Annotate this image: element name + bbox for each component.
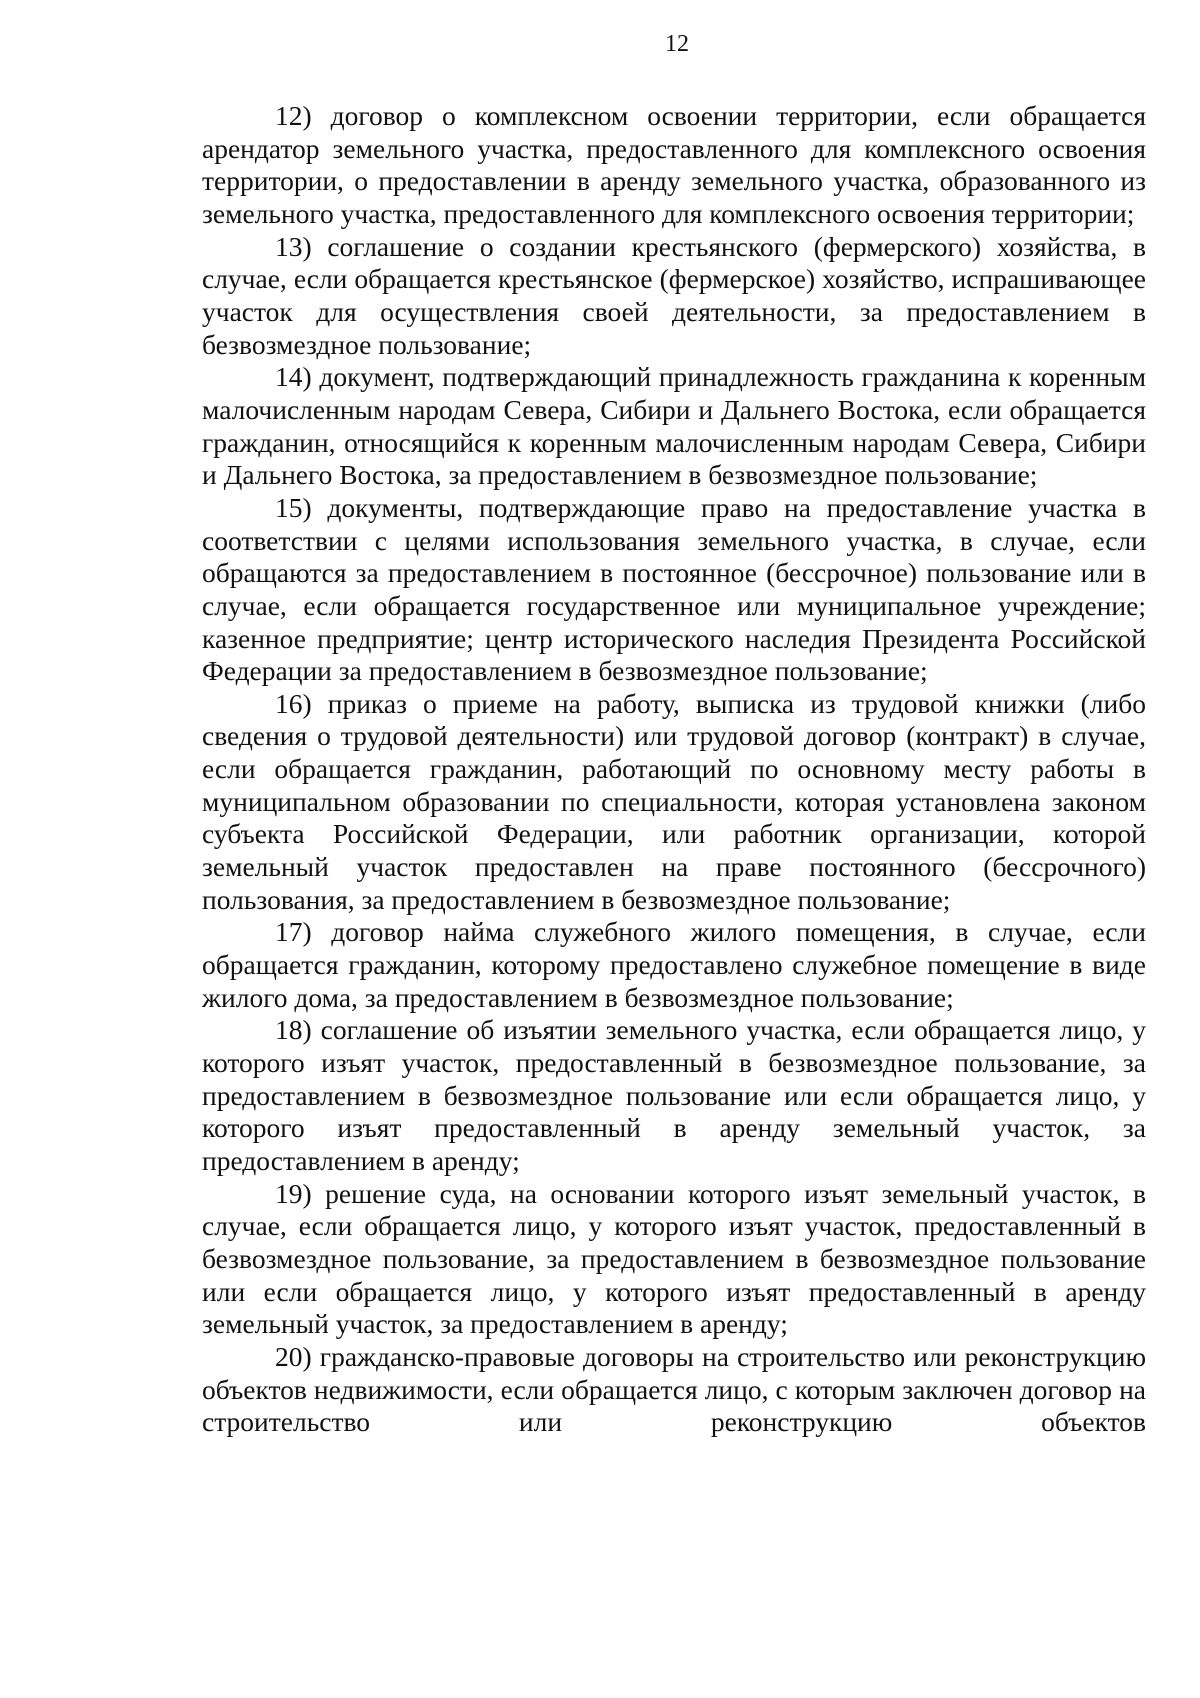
paragraph-item-13: 13) соглашение о создании крестьянского (фермерского) хозяйства, в случае, если обращается крестьянское (фермерское) хозяйство, испрашивающее участок для осуществления своей деятельности, за предоставлением в безвозмездное пользование; [202, 230, 1146, 360]
paragraph-item-18: 18) соглашение об изъятии земельного участка, если обращается лицо, у которого изъят участок, предоставленный в безвозмездное пользование, за предоставлением в безвозмездное пользование или если обращается лицо, у которого изъят предоставленный в аренду земельный участок, за предоставлением в аренду; [202, 1014, 1146, 1176]
paragraph-item-16: 16) приказ о приеме на работу, выписка из трудовой книжки (либо сведения о трудовой деятельности) или трудовой договор (контракт) в случае, если обращается гражданин, работающий по основному месту работы в муниципальном образовании по специальности, которая установлена законом субъекта Российской Федерации, или работник организации, которой земельный участок предоставлен на праве постоянного (бессрочного) пользования, за предоставлением в безвозмездное пользование; [202, 687, 1146, 915]
paragraph-item-19: 19) решение суда, на основании которого изъят земельный участок, в случае, если обращается лицо, у которого изъят участок, предоставленный в безвозмездное пользование, за предоставлением в безвозмездное пользование или если обращается лицо, у которого изъят предоставленный в аренду земельный участок, за предоставлением в аренду; [202, 1177, 1146, 1340]
page-number: 12 [665, 31, 689, 57]
paragraph-item-20: 20) гражданско-правовые договоры на строительство или реконструкцию объектов недвижимости, если обращается лицо, с которым заключен договор на строительство или реконструкцию объектов [202, 1340, 1146, 1438]
paragraph-item-14: 14) документ, подтверждающий принадлежность гражданина к коренным малочисленным народам Севера, Сибири и Дальнего Востока, если обращается гражданин, относящийся к коренным малочисленным народам Севера, Сибири и Дальнего Востока, за предоставлением в безвозмездное пользование; [202, 361, 1146, 491]
document-body [202, 100, 1146, 1439]
paragraph-item-12: 12) договор о комплексном освоении территории, если обращается арендатор земельного участка, предоставленного для комплексного освоения территории, о предоставлении в аренду земельного участка, образованного из земельного участка, предоставленного для комплексного освоения территории; [202, 100, 1146, 229]
paragraph-item-15: 15) документы, подтверждающие право на предоставление участка в соответствии с целями использования земельного участка, в случае, если обращаются за предоставлением в постоянное (бессрочное) пользование или в случае, если обращается государственное или муниципальное учреждение; казенное предприятие; центр исторического наследия Президента Российской Федерации за предоставлением в безвозмездное пользование; [202, 491, 1146, 687]
paragraph-item-17: 17) договор найма служебного жилого помещения, в случае, если обращается гражданин, которому предоставлено служебное помещение в виде жилого дома, за предоставлением в безвозмездное пользование; [202, 916, 1146, 1013]
